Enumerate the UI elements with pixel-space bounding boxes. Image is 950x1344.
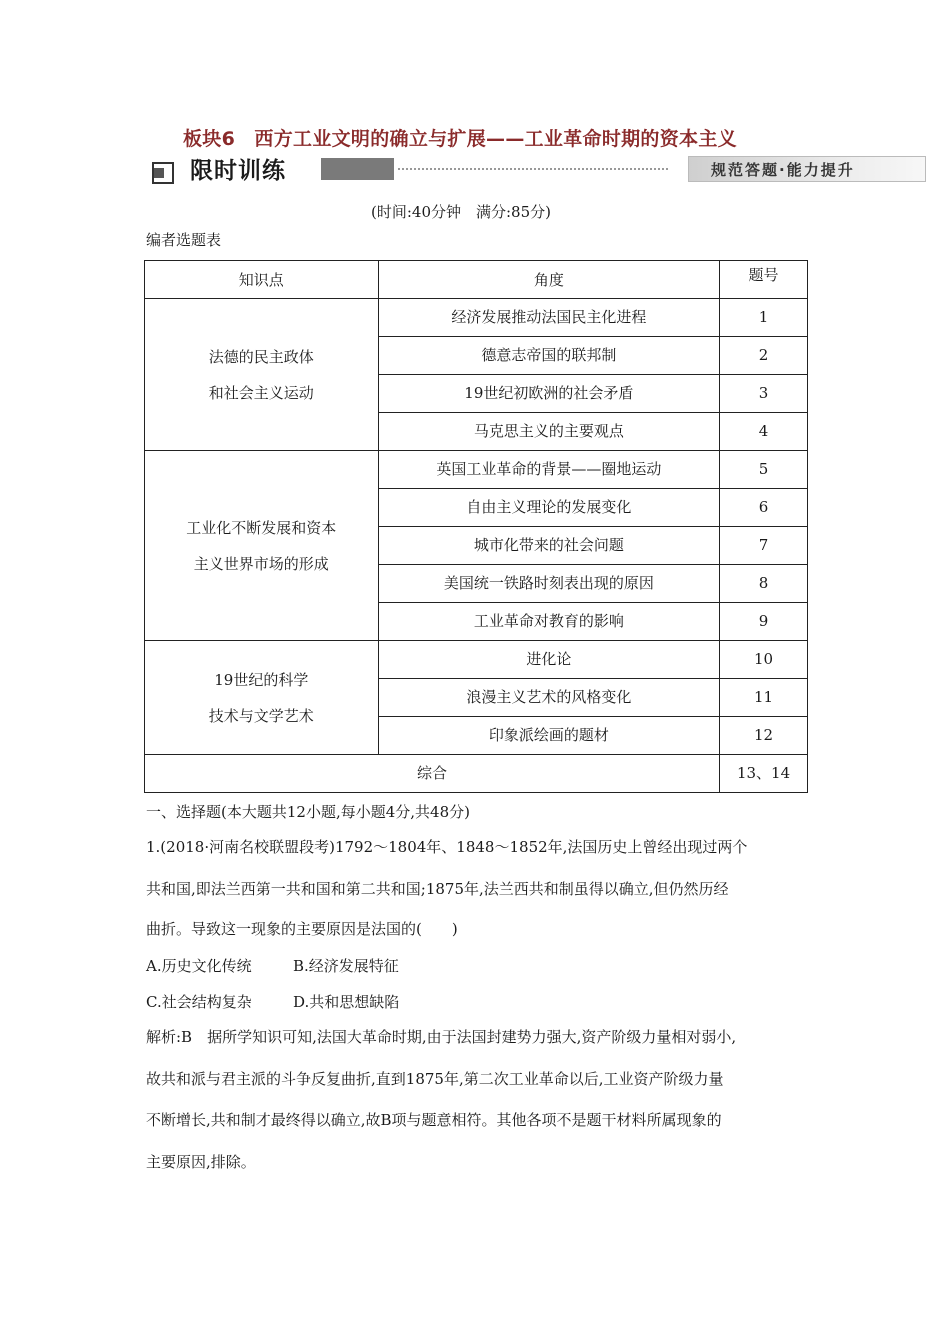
knowledge-cell xyxy=(145,641,379,755)
number-cell: 6 xyxy=(720,489,808,527)
summary-label-cell: 综合 xyxy=(145,755,720,793)
section-label: 限时训练 xyxy=(190,158,286,184)
knowledge-line: 和社会主义运动 xyxy=(208,383,314,402)
number-cell: 2 xyxy=(720,337,808,375)
knowledge-line: 工业化不断发展和资本 xyxy=(186,518,337,537)
analysis-line: 解析:B 据所学知识可知,法国大革命时期,由于法国封建势力强大,资产阶级力量相对弱小, xyxy=(146,1028,737,1046)
knowledge-line: 主义世界市场的形成 xyxy=(193,554,329,573)
knowledge-line: 技术与文学艺术 xyxy=(208,706,314,725)
header-angle: 角度 xyxy=(378,261,719,299)
page-title: 板块6 西方工业文明的确立与扩展——工业革命时期的资本主义 xyxy=(183,128,737,150)
angle-cell: 经济发展推动法国民主化进程 xyxy=(378,299,719,337)
analysis-line: 故共和派与君主派的斗争反复曲折,直到1875年,第二次工业革命以后,工业资产阶级力量 xyxy=(146,1070,724,1088)
option-a: A.历史文化传统 xyxy=(146,957,252,975)
angle-cell: 工业革命对教育的影响 xyxy=(378,603,719,641)
checkbox-decoration-icon xyxy=(152,162,174,184)
exam-meta: (时间:40分钟 满分:85分) xyxy=(371,203,551,221)
number-cell: 3 xyxy=(720,375,808,413)
number-cell: 12 xyxy=(720,717,808,755)
table-summary-row xyxy=(145,755,808,793)
question-line: 共和国,即法兰西第一共和国和第二共和国;1875年,法兰西共和制虽得以确立,但仍然历经 xyxy=(146,880,729,898)
section-banner xyxy=(146,152,928,188)
angle-cell: 浪漫主义艺术的风格变化 xyxy=(378,679,719,717)
banner-bar xyxy=(321,158,394,180)
banner-dotted-line xyxy=(398,168,668,170)
table-row xyxy=(145,451,808,489)
table-row xyxy=(145,299,808,337)
question-selection-table xyxy=(144,260,808,793)
angle-cell: 美国统一铁路时刻表出现的原因 xyxy=(378,565,719,603)
knowledge-line: 19世纪的科学 xyxy=(214,670,309,689)
angle-cell: 城市化带来的社会问题 xyxy=(378,527,719,565)
analysis-line: 不断增长,共和制才最终得以确立,故B项与题意相符。其他各项不是题干材料所属现象的 xyxy=(146,1111,722,1129)
angle-cell: 印象派绘画的题材 xyxy=(378,717,719,755)
number-cell: 10 xyxy=(720,641,808,679)
angle-cell: 马克思主义的主要观点 xyxy=(378,413,719,451)
analysis-line: 主要原因,排除。 xyxy=(146,1153,256,1171)
angle-cell: 19世纪初欧洲的社会矛盾 xyxy=(378,375,719,413)
banner-tag xyxy=(688,156,926,182)
number-cell: 4 xyxy=(720,413,808,451)
number-cell: 5 xyxy=(720,451,808,489)
number-cell: 11 xyxy=(720,679,808,717)
knowledge-line: 法德的民主政体 xyxy=(208,347,314,366)
question-line: 1.(2018·河南名校联盟段考)1792～1804年、1848～1852年,法国历史上曾经出现过两个 xyxy=(146,838,748,856)
angle-cell: 德意志帝国的联邦制 xyxy=(378,337,719,375)
banner-tag-text: 规范答题·能力提升 xyxy=(711,161,855,179)
table-header-row xyxy=(145,261,808,299)
number-cell: 8 xyxy=(720,565,808,603)
question-line: 曲折。导致这一现象的主要原因是法国的( ) xyxy=(146,920,458,938)
angle-cell: 自由主义理论的发展变化 xyxy=(378,489,719,527)
angle-cell: 进化论 xyxy=(378,641,719,679)
option-d: D.共和思想缺陷 xyxy=(293,993,400,1011)
number-cell: 1 xyxy=(720,299,808,337)
section-heading: 一、选择题(本大题共12小题,每小题4分,共48分) xyxy=(146,803,470,821)
knowledge-cell xyxy=(145,451,379,641)
number-cell: 7 xyxy=(720,527,808,565)
table-caption: 编者选题表 xyxy=(146,231,222,249)
knowledge-cell xyxy=(145,299,379,451)
angle-cell: 英国工业革命的背景——圈地运动 xyxy=(378,451,719,489)
summary-number-cell: 13、14 xyxy=(720,755,808,793)
option-b: B.经济发展特征 xyxy=(293,957,399,975)
header-number: 题号 xyxy=(720,261,808,299)
option-c: C.社会结构复杂 xyxy=(146,993,252,1011)
table-row xyxy=(145,641,808,679)
header-knowledge: 知识点 xyxy=(145,261,379,299)
number-cell: 9 xyxy=(720,603,808,641)
